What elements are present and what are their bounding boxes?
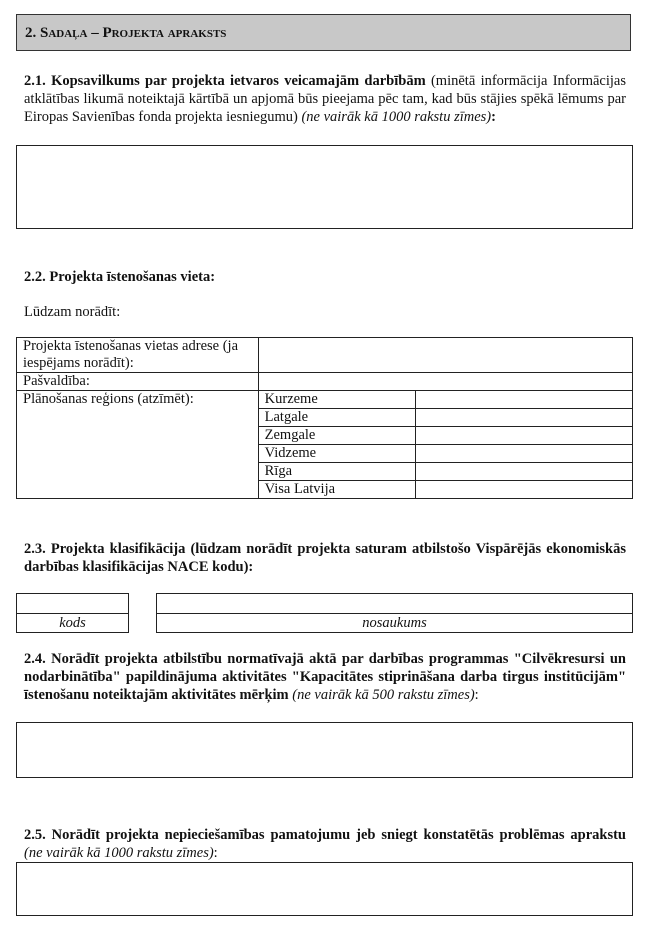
question-2-2-intro: Lūdzam norādīt:: [24, 304, 121, 320]
question-2-2: [24, 268, 626, 286]
nace-name-label: nosaukums: [362, 615, 427, 631]
region-checkbox-visa-latvija[interactable]: [416, 481, 633, 499]
question-2-5-colon: :: [213, 845, 218, 861]
question-2-3-title: 2.3. Projekta klasifikācija (lūdzam norādīt projekta saturam atbilstošo Vispārējās ekonomiskās darbības klasifikācijas NACE kodu):: [24, 541, 626, 575]
section-number: 2.: [25, 25, 37, 41]
region-checkbox-zemgale[interactable]: [416, 427, 633, 445]
question-2-4-colon: :: [474, 687, 479, 703]
nace-code-label: kods: [59, 615, 86, 631]
region-name: Visa Latvija: [258, 481, 416, 499]
region-checkbox-vidzeme[interactable]: [416, 445, 633, 463]
table-row: [17, 391, 633, 409]
location-table: [16, 337, 633, 499]
question-2-3: [24, 540, 626, 576]
address-input[interactable]: [258, 338, 632, 373]
section-title: Sadaļa – Projekta apraksts: [40, 25, 227, 41]
question-2-1-colon: :: [491, 109, 496, 125]
question-2-1: [24, 72, 626, 126]
nace-name-caption-cell: [156, 613, 633, 633]
region-name: Kurzeme: [258, 391, 416, 409]
nace-name-input[interactable]: [156, 593, 633, 614]
region-name: Rīga: [258, 463, 416, 481]
answer-2-5-field[interactable]: [16, 862, 633, 916]
question-2-1-title: 2.1. Kopsavilkums par projekta ietvaros veicamajām darbībām: [24, 73, 426, 89]
region-checkbox-latgale[interactable]: [416, 409, 633, 427]
region-checkbox-riga[interactable]: [416, 463, 633, 481]
question-2-5: [24, 826, 626, 862]
question-2-5-title: 2.5. Norādīt projekta nepieciešamības pamatojumu jeb sniegt konstatētās problēmas aprakstu: [24, 827, 626, 843]
answer-2-1-field[interactable]: [16, 145, 633, 229]
table-row: [17, 373, 633, 391]
address-label: Projekta īstenošanas vietas adrese (ja iespējams norādīt):: [17, 338, 259, 373]
region-label: Plānošanas reģions (atzīmēt):: [17, 391, 259, 499]
question-2-4-title: 2.4. Norādīt projekta atbilstību normatīvajā aktā par darbības programmas "Cilvēkresursi un nodarbinātība" papildinājuma aktivitātes "Kapacitātes stiprināšana darba tirgus institūcijām" īstenošanu noteiktajām aktivitātes mērķim: [24, 651, 626, 703]
question-2-1-text: (minētā informācija Informācijas atklātības likumā noteiktajā kārtībā un apjomā būs pieejama pēc tam, kad būs stājies spēkā lēmums par Eiropas Savienības fonda projekta iesniegumu): [24, 73, 626, 125]
municipality-input[interactable]: [258, 373, 632, 391]
nace-code-input[interactable]: [16, 593, 129, 614]
answer-2-4-field[interactable]: [16, 722, 633, 778]
nace-code-caption-cell: [16, 613, 129, 633]
region-name: Zemgale: [258, 427, 416, 445]
question-2-5-limit: (ne vairāk kā 1000 rakstu zīmes): [24, 845, 214, 861]
question-2-4: [24, 650, 626, 704]
region-name: Latgale: [258, 409, 416, 427]
region-checkbox-kurzeme[interactable]: [416, 391, 633, 409]
question-2-1-limit: (ne vairāk kā 1000 rakstu zīmes): [301, 109, 492, 125]
municipality-label: Pašvaldība:: [17, 373, 259, 391]
section-header: [16, 14, 631, 51]
question-2-4-limit: (ne vairāk kā 500 rakstu zīmes): [288, 687, 475, 703]
region-name: Vidzeme: [258, 445, 416, 463]
table-row: [17, 338, 633, 373]
question-2-2-title: 2.2. Projekta īstenošanas vieta:: [24, 269, 216, 285]
